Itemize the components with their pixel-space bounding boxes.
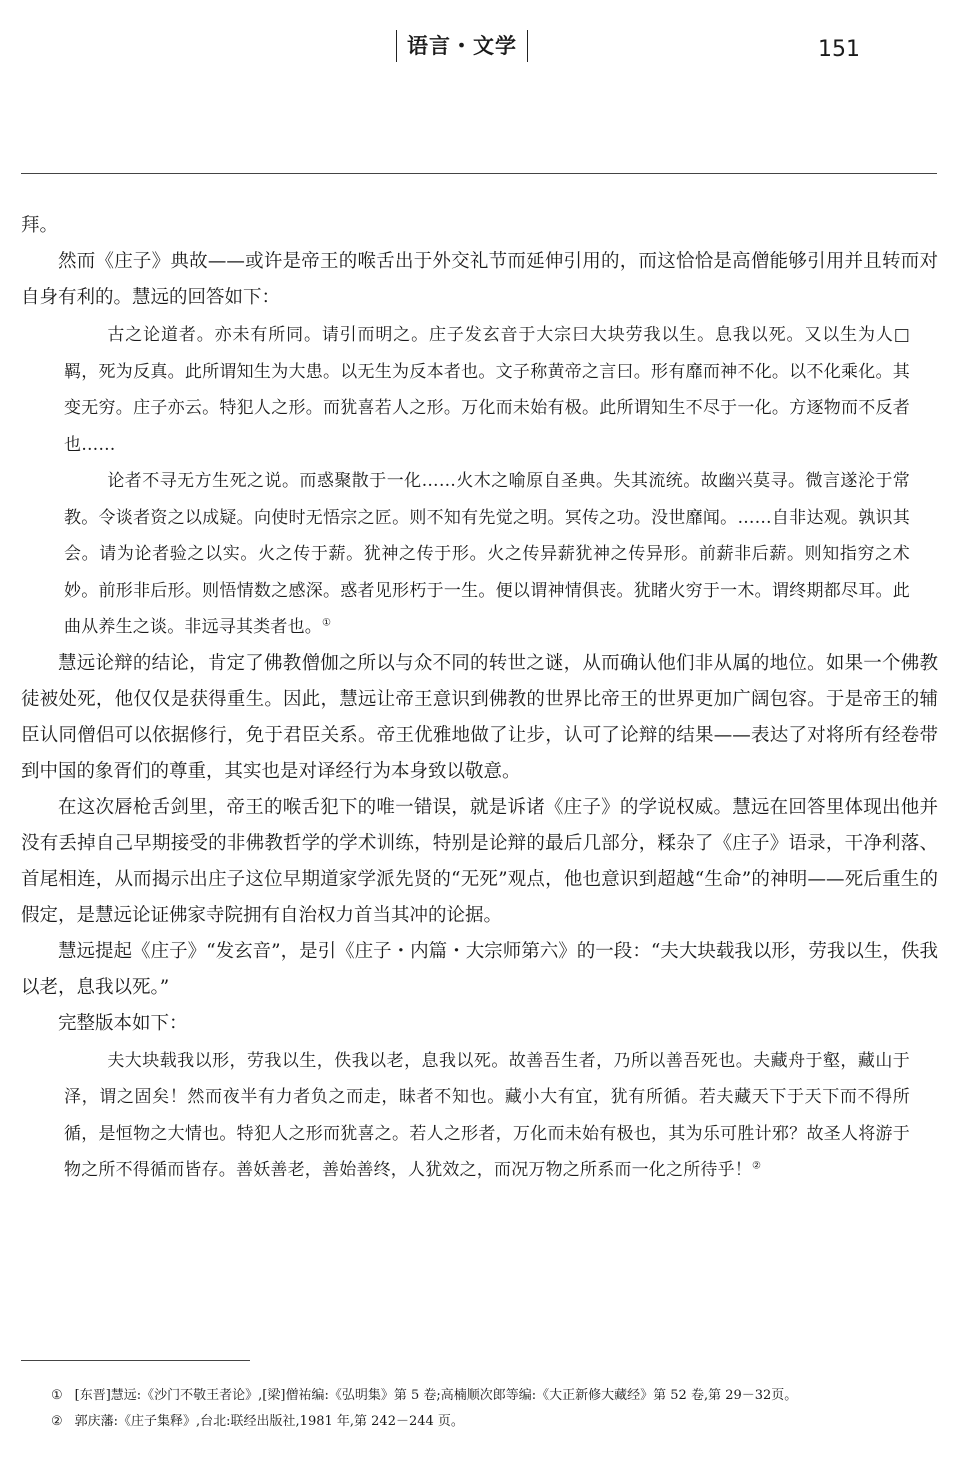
block-quote-1: 古之论道者。亦未有所同。请引而明之。庄子发玄音于大宗曰大块劳我以生。息我以死。又以生为人□羁，死为反真。此所谓知生为大患。以无生为反本者也。文子称黄帝之言曰。形有靡而神不化。以不化乘化。其变无穷。庄子亦云。特犯人之形。而犹喜若人之形。万化而未始有极。此所谓知生不尽于一化。方逐物而不反者也…… (64, 325, 910, 455)
footnotes (21, 1383, 938, 1435)
block-quote-2-text: 论者不寻无方生死之说。而惑聚散于一化……火木之喻原自圣典。失其流统。故幽兴莫寻。微言遂沦于常教。令谈者资之以成疑。向使时无悟宗之匠。则不知有先觉之明。冥传之功。没世靡闻。……自非达观。孰识其会。请为论者验之以实。火之传于薪。犹神之传于形。火之传异薪犹神之传异形。前薪非后薪。则知指穷之术妙。前形非后形。则悟情数之感深。惑者见形朽于一生。便以谓神情俱丧。犹睹火穷于一木。谓终期都尽耳。此曲从养生之谈。非远寻其类者也。 (64, 471, 910, 637)
paragraph-citation: 慧远提起《庄子》“发玄音”，是引《庄子・内篇・大宗师第六》的一段：“夫大块载我以形，劳我以生，佚我以老，息我以死。” (21, 940, 938, 998)
paragraph-continuation: 拜。 (21, 215, 59, 236)
section-title: 语言・文学 (396, 30, 528, 62)
footnote-2 (21, 1409, 938, 1435)
footnote-rule (21, 1360, 250, 1361)
paragraph-conclusion: 慧远论辩的结论，肯定了佛教僧伽之所以与众不同的转世之谜，从而确认他们非从属的地位。如果一个佛教徒被处死，他仅仅是获得重生。因此，慧远让帝王意识到佛教的世界比帝王的世界更加广阔包容。于是帝王的辅臣认同僧侣可以依据修行，免于君臣关系。帝王优雅地做了让步，认可了论辩的结果——表达了对将所有经卷带到中国的象胥们的尊重，其实也是对译经行为本身致以敬意。 (21, 652, 938, 782)
page-number: 151 (818, 37, 860, 62)
paragraph-full-version: 完整版本如下： (58, 1012, 188, 1034)
header-rule (21, 173, 937, 174)
footnote-1-mark: ① (51, 1388, 63, 1403)
footnote-ref-2: ② (752, 1160, 762, 1172)
footnote-ref-1: ① (322, 617, 332, 629)
footnote-2-text: 郭庆藩:《庄子集释》,台北:联经出版社,1981 年,第 242－244 页。 (74, 1414, 464, 1429)
block-quote-2 (64, 463, 910, 646)
block-quote-3 (64, 1043, 910, 1189)
block-quote-3-text: 夫大块载我以形，劳我以生，佚我以老，息我以死。故善吾生者，乃所以善吾死也。夫藏舟于壑，藏山于泽，谓之固矣！然而夜半有力者负之而走，昧者不知也。藏小大有宜，犹有所循。若夫藏天下于天下而不得所循，是恒物之大情也。特犯人之形而犹喜之。若人之形者，万化而未始有极也，其为乐可胜计邪？故圣人将游于物之所不得循而皆存。善妖善老，善始善终，人犹效之，而况万物之所系而一化之所待乎！ (64, 1050, 910, 1180)
paragraph-intro: 然而《庄子》典故——或许是帝王的喉舌出于外交礼节而延伸引用的，而这恰恰是高僧能够引用并且转而对自身有利的。慧远的回答如下： (21, 251, 938, 308)
paragraph-error: 在这次唇枪舌剑里，帝王的喉舌犯下的唯一错误，就是诉诸《庄子》的学说权威。慧远在回答里体现出他并没有丢掉自己早期接受的非佛教哲学的学术训练，特别是论辩的最后几部分，糅杂了《庄子》语录，干净利落、首尾相连，从而揭示出庄子这位早期道家学派先贤的“无死”观点，他也意识到超越“生命”的神明——死后重生的假定，是慧远论证佛家寺院拥有自治权力首当其冲的论据。 (21, 796, 938, 926)
footnote-1 (21, 1383, 938, 1409)
footnote-2-mark: ② (51, 1414, 63, 1429)
footnote-1-text: [东晋]慧远:《沙门不敬王者论》,[梁]僧祐编:《弘明集》第 5 卷;高楠顺次郎等编:《大正新修大藏经》第 52 卷,第 29－32页。 (74, 1388, 798, 1403)
body-text (21, 208, 938, 1189)
